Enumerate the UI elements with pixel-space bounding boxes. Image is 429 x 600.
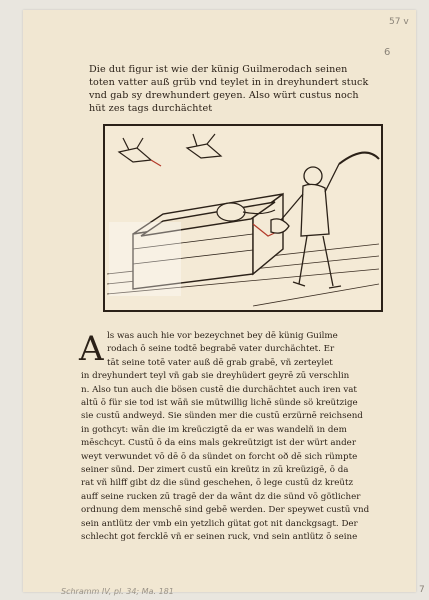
body-line: seiner sünd. Der zimert custū ein kreütz in zū kreüzigē, ō da bbox=[81, 465, 349, 476]
body-line: in gothcyt: wān die im kreüczigtē da er was wandelñ in dem bbox=[81, 424, 347, 435]
caption-line: vnd gab sy drewhundert geyen. Also würt custus noch bbox=[89, 90, 359, 101]
caption-line: Die dut figur ist wie der künig Guilmerodach seinen bbox=[89, 64, 348, 75]
drop-cap: A bbox=[79, 329, 104, 369]
body-line: sie custū andweyd. Sie sünden mer die custū erzürnē reichsend bbox=[81, 411, 363, 422]
body-line: schlecht got fercklē vñ er seinen ruck, vnd sein antlütz ō seine bbox=[81, 532, 358, 543]
caption-line: toten vatter auß grüb vnd teylet in in dreyhundert stuck bbox=[89, 77, 369, 88]
body-line: mēschcyt. Custū ō da eins mals gekreützigt ist der würt ander bbox=[81, 438, 356, 449]
caption-line: hüt zes tags durchächtet bbox=[89, 103, 213, 114]
paper-patch bbox=[109, 222, 181, 296]
body-line: rodach ō seine todtē begrabē vater durchächtet. Er bbox=[107, 344, 335, 355]
folio-mark: 6 bbox=[384, 47, 391, 58]
body-line: altū ō für sie tod ist wāñ sie mütwillig lichē sünde sö kreützige bbox=[81, 398, 358, 409]
body-line: ordnung dem menschē sind gebē werden. Der speywet custū vnd bbox=[81, 505, 370, 516]
manuscript-page bbox=[23, 10, 425, 596]
body-line: sein antlütz der vmb ein yetzlich gütat got nit danckgsagt. Der bbox=[81, 518, 358, 529]
folio-number: 57 v bbox=[389, 17, 409, 27]
body-line: auff seine rucken zū tragē der da wānt dz die sünd vō götlicher bbox=[81, 491, 361, 502]
body-line: in dreyhundert teyl vñ gab sie dreyhüdert geyrē zū verschlin bbox=[81, 371, 350, 382]
corner-mark: 7 bbox=[419, 585, 425, 595]
body-line: n. Also tun auch die bösen custē die durchächtet auch iren vat bbox=[81, 384, 357, 395]
body-line: ls was auch hie vor bezeychnet bey dē künig Guilme bbox=[107, 331, 338, 341]
body-text bbox=[81, 330, 397, 545]
caption-text bbox=[89, 63, 389, 115]
body-line: tāt seine totē vater auß dē grab grabē, vñ zerteylet bbox=[107, 357, 333, 368]
catalog-note: Schramm IV, pl. 34; Ma. 181 bbox=[61, 587, 174, 596]
body-line: weyt verwundet vō dē ō da sündet on forcht oð dē sich rümpte bbox=[81, 451, 358, 462]
body-line: rat vñ hilff gibt dz die sünd geschehen, ō lege custū dz kreütz bbox=[81, 478, 354, 489]
